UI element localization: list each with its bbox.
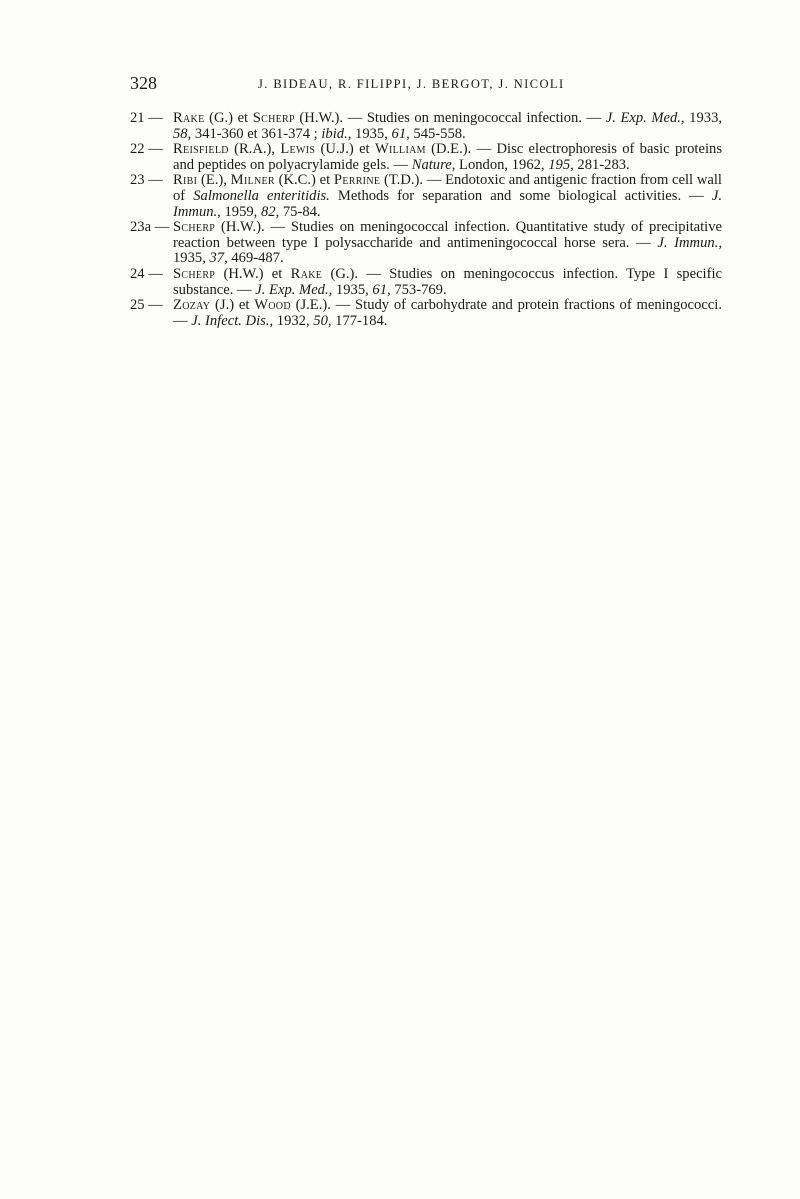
reference-entry <box>130 111 722 142</box>
reference-segment: (U.J.) et <box>315 141 375 158</box>
reference-segment: 1935, <box>173 250 210 267</box>
reference-number: 23a — <box>130 219 170 236</box>
reference-segment: (H.W.). — Studies on meningococcal infection. Quantitative study of precipitative reaction between type I polysaccharide and antimeningococcal horse sera. — <box>173 219 722 251</box>
reference-segment: London, 1962, <box>455 156 549 173</box>
reference-text <box>173 220 722 267</box>
reference-number: 24 — <box>130 265 163 282</box>
reference-segment: 469-487. <box>227 250 284 267</box>
reference-segment: (R.A.), <box>228 141 281 158</box>
reference-segment: (H.W.) et <box>215 265 291 282</box>
italic-text: 37, <box>209 250 228 267</box>
reference-number: 23 — <box>130 172 163 189</box>
reference-segment: (J.E.). — Study of carbohydrate and protein fractions of meningococci. — <box>173 297 722 329</box>
reference-text <box>173 298 722 329</box>
author-name: Rake <box>290 265 323 282</box>
italic-text: 58, <box>173 125 192 142</box>
italic-text: Salmonella enteritidis. <box>193 187 330 204</box>
italic-text: 61, <box>391 125 410 142</box>
reference-segment: 1932, <box>273 312 314 329</box>
author-name: Scherp <box>173 219 216 236</box>
reference-text <box>173 173 722 220</box>
italic-text: J. Exp. Med., <box>605 110 685 126</box>
reference-segment: (K.C.) et <box>274 172 334 189</box>
reference-segment: 1959, <box>220 203 261 220</box>
italic-text: 195, <box>548 156 574 173</box>
reference-entry <box>130 142 722 173</box>
reference-entry <box>130 220 722 267</box>
reference-segment: (D.E.). — Disc electrophoresis of basic proteins and peptides on polyacrylamide gels. — <box>173 141 722 173</box>
reference-text <box>173 111 722 142</box>
italic-text: J. Exp. Med., <box>255 281 333 298</box>
italic-text: J. Immun., <box>173 187 722 220</box>
italic-text: J. Infect. Dis., <box>191 312 274 329</box>
italic-text: 82, <box>260 203 280 220</box>
reference-list <box>130 111 722 329</box>
author-name: Ribi <box>173 172 198 189</box>
reference-number: 25 — <box>130 297 163 314</box>
author-name: Wood <box>254 297 291 314</box>
author-name: Reisfield <box>173 141 229 158</box>
reference-number: 21 — <box>130 110 163 126</box>
reference-segment: (H.W.). — Studies on meningococcal infection. — <box>294 110 606 126</box>
reference-segment: Methods for separation and some biological activities. — <box>329 187 712 204</box>
running-head <box>130 72 722 96</box>
reference-segment: 341-360 et 361-374 ; <box>191 125 322 142</box>
reference-segment: (T.D.). — Endotoxic and antigenic fraction from cell wall of <box>173 172 722 204</box>
reference-entry <box>130 173 722 220</box>
reference-number: 22 — <box>130 141 163 158</box>
reference-segment: 281-283. <box>573 156 630 173</box>
reference-segment: (G.) et <box>204 110 253 126</box>
reference-text <box>173 267 722 298</box>
reference-segment: 75-84. <box>279 203 321 220</box>
italic-text: 61, <box>372 281 391 298</box>
reference-segment: 1933, <box>684 110 723 126</box>
author-name: William <box>374 141 426 158</box>
italic-text: Nature, <box>411 156 456 173</box>
author-name: Scherp <box>173 265 216 282</box>
italic-text: ibid., <box>321 125 352 142</box>
reference-entry <box>130 298 722 329</box>
italic-text: J. Immun., <box>657 234 722 251</box>
reference-segment: 545-558. <box>409 125 466 142</box>
author-name: Scherp <box>252 110 295 126</box>
reference-segment: 1935, <box>351 125 392 142</box>
reference-entry <box>130 267 722 298</box>
reference-segment: 177-184. <box>331 312 388 329</box>
reference-segment: 1935, <box>332 281 373 298</box>
reference-segment: (J.) et <box>210 297 255 314</box>
author-name: Lewis <box>280 141 316 158</box>
reference-segment: 753-769. <box>390 281 447 298</box>
reference-segment: (E.), <box>197 172 231 189</box>
author-name: Zozay <box>173 297 211 314</box>
reference-text <box>173 142 722 173</box>
italic-text: 50, <box>313 312 332 329</box>
header-authors: J. BIDEAU, R. FILIPPI, J. BERGOT, J. NICOLI <box>258 77 565 91</box>
reference-segment: (G.). — Studies on meningococcus infection. Type I specific substance. — <box>173 265 723 298</box>
page-number: 328 <box>130 73 157 93</box>
author-name: Rake <box>173 110 205 126</box>
author-name: Perrine <box>333 172 381 189</box>
author-name: Milner <box>230 172 275 189</box>
